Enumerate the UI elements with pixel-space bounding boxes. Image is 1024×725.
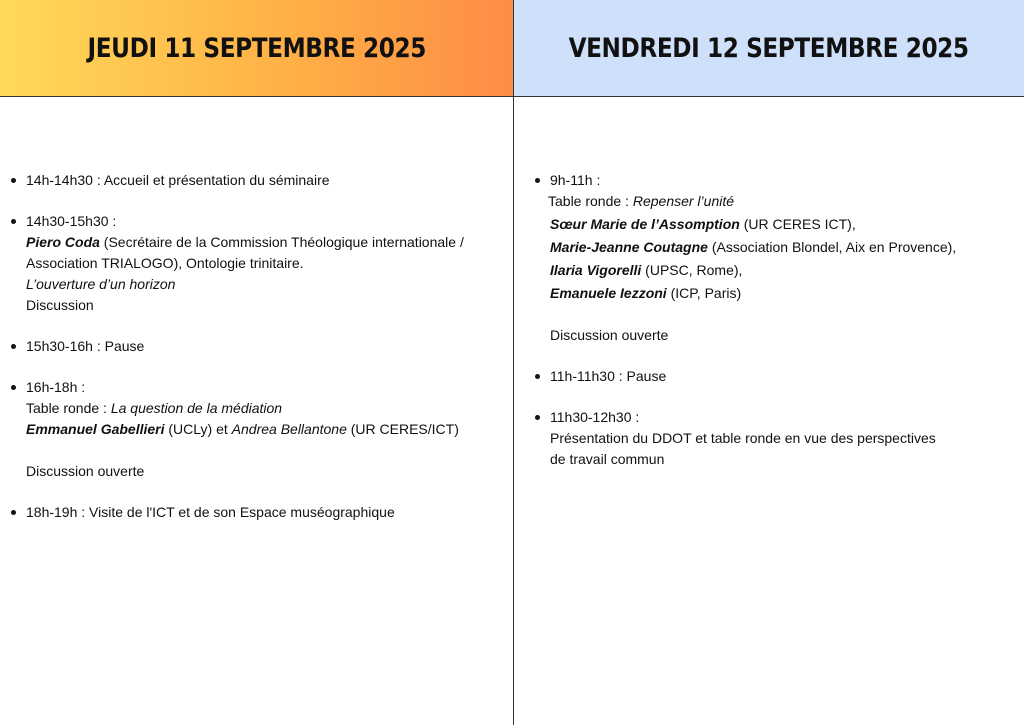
schedule-item	[10, 377, 500, 482]
schedule-item	[10, 336, 500, 357]
speaker-name: Ilaria Vigorelli	[550, 262, 642, 278]
speaker-name: Sœur Marie de l’Assomption	[550, 216, 740, 232]
speaker-line	[26, 232, 500, 253]
thursday-title: JEUDI 11 SEPTEMBRE 2025	[87, 32, 426, 64]
speaker-line	[550, 283, 1014, 304]
speaker-name: Marie-Jeanne Coutagne	[550, 239, 708, 255]
item-time: 11h30-12h30 :	[550, 409, 640, 425]
schedule-item	[10, 211, 500, 316]
friday-schedule	[534, 170, 1014, 490]
item-time: 11h-11h30 : Pause	[550, 368, 667, 384]
item-time: 18h-19h : Visite de l'ICT et de son Espace muséographique	[26, 504, 395, 520]
schedule-item	[534, 366, 1014, 387]
speaker-name: Emanuele Iezzoni	[550, 285, 667, 301]
speaker-detail: (UPSC, Rome),	[641, 262, 743, 278]
panel-title: Repenser l’unité	[632, 193, 735, 209]
item-description: Présentation du DDOT et table ronde en vue des perspectives	[550, 430, 936, 446]
item-time: 14h30-15h30 :	[26, 213, 117, 229]
column-divider	[513, 0, 514, 725]
panel-speakers	[26, 419, 500, 440]
speaker-line	[550, 237, 1014, 258]
speaker-line	[550, 260, 1014, 281]
panel-label: Table ronde :	[26, 400, 111, 416]
schedule-item	[10, 502, 500, 523]
spacer	[550, 304, 1014, 325]
speaker-name: Emmanuel Gabellieri	[26, 421, 165, 437]
item-time: 14h-14h30 : Accueil et présentation du séminaire	[26, 172, 330, 188]
talk-subtitle: L’ouverture d’un horizon	[26, 276, 176, 292]
thursday-schedule	[10, 170, 500, 543]
item-note: Discussion ouverte	[26, 463, 145, 479]
item-time: 15h30-16h : Pause	[26, 338, 145, 354]
thursday-header	[0, 0, 513, 97]
speaker-detail: (Association Blondel, Aix en Provence),	[707, 239, 957, 255]
schedule-item	[10, 170, 500, 191]
speaker-detail-2: Association TRIALOGO), Ontologie trinitaire.	[26, 255, 304, 271]
speaker-detail: (Secrétaire de la Commission Théologique internationale /	[99, 234, 464, 250]
speaker-detail: (ICP, Paris)	[666, 285, 742, 301]
item-note: Discussion ouverte	[550, 327, 669, 343]
speaker-name: Andrea Bellantone	[231, 421, 347, 437]
item-description: de travail commun	[550, 451, 665, 467]
schedule-item	[534, 170, 1014, 346]
speaker-detail: (UR CERES/ICT)	[346, 421, 459, 437]
spacer	[26, 440, 500, 461]
speaker-name: Piero Coda	[26, 234, 100, 250]
panel-title: La question de la médiation	[110, 400, 283, 416]
item-time: 9h-11h :	[550, 172, 601, 188]
panel-label: Table ronde :	[548, 193, 633, 209]
speaker-line	[550, 214, 1014, 235]
friday-header	[514, 0, 1024, 97]
item-time: 16h-18h :	[26, 379, 86, 395]
panel-line	[548, 191, 1014, 212]
friday-title: VENDREDI 12 SEPTEMBRE 2025	[568, 32, 970, 64]
speaker-detail: (UR CERES ICT),	[739, 216, 856, 232]
speaker-detail: (UCLy) et	[164, 421, 232, 437]
item-note: Discussion	[26, 297, 94, 313]
schedule-item	[534, 407, 1014, 470]
panel-line	[26, 398, 500, 419]
